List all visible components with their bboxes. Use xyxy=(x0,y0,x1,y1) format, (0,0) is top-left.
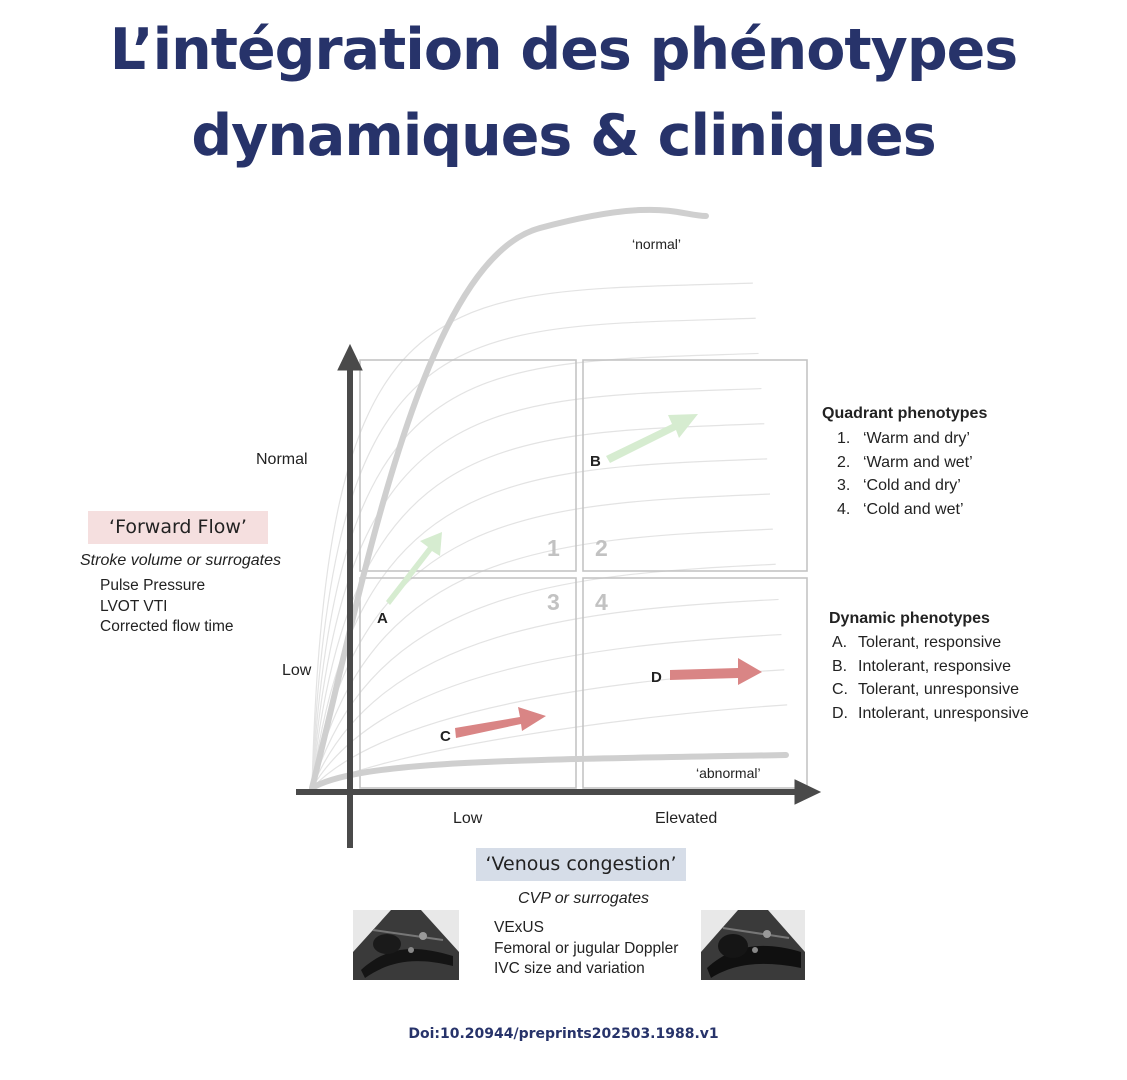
venous-congestion-item: Femoral or jugular Doppler xyxy=(494,939,679,957)
normal-curve-label: ‘normal’ xyxy=(632,236,682,252)
dynamic-phenotypes-heading: Dynamic phenotypes xyxy=(829,610,990,627)
x-tick-elevated: Elevated xyxy=(655,810,718,827)
ultrasound-image-left xyxy=(353,910,459,980)
arrow-a xyxy=(386,532,442,605)
forward-flow-label: ‘Forward Flow’ xyxy=(88,511,268,544)
list-item: 1. ‘Warm and dry’ xyxy=(837,430,970,447)
venous-congestion-item: VExUS xyxy=(494,919,544,936)
normal-curve xyxy=(312,210,706,788)
abnormal-curve-label: ‘abnormal’ xyxy=(696,765,761,781)
family-curve xyxy=(312,389,761,788)
dynamic-phenotypes-list xyxy=(832,631,1029,725)
quadrant-phenotypes-heading: Quadrant phenotypes xyxy=(822,405,988,422)
y-axis-arrowhead xyxy=(338,345,362,370)
venous-congestion-label: ‘Venous congestion’ xyxy=(476,848,686,881)
venous-congestion-item: IVC size and variation xyxy=(494,960,645,977)
venous-congestion-list xyxy=(494,918,678,980)
list-item: A. Tolerant, responsive xyxy=(832,634,1002,651)
forward-flow-item: Corrected flow time xyxy=(100,618,234,635)
dynamic-phenotypes-legend xyxy=(829,610,1029,725)
arrow-b xyxy=(606,414,698,463)
quadrant-phenotypes-list xyxy=(837,427,987,521)
title-line-2: dynamiques & cliniques xyxy=(191,103,936,169)
ultrasound-image-right xyxy=(701,910,805,980)
y-tick-low: Low xyxy=(282,662,312,679)
title-line-1: L’intégration des phénotypes xyxy=(109,17,1018,83)
forward-flow-list xyxy=(100,576,234,638)
list-item: 2. ‘Warm and wet’ xyxy=(837,453,973,471)
list-item: 4. ‘Cold and wet’ xyxy=(837,500,964,518)
arrow-label-c: C xyxy=(440,728,451,745)
arrow-label-a: A xyxy=(377,610,388,627)
list-item: C. Tolerant, unresponsive xyxy=(832,681,1019,698)
quadrant-number-3: 3 xyxy=(547,589,560,615)
forward-flow-subtitle: Stroke volume or surrogates xyxy=(80,552,281,569)
forward-flow-item: Pulse Pressure xyxy=(100,577,206,594)
quadrant-phenotypes-legend xyxy=(822,405,987,521)
y-tick-normal: Normal xyxy=(256,451,308,468)
quadrant-number-2: 2 xyxy=(595,535,608,561)
list-item: 3. ‘Cold and dry’ xyxy=(837,477,961,494)
family-curve xyxy=(312,424,764,788)
quadrant-number-4: 4 xyxy=(595,589,608,615)
arrow-label-b: B xyxy=(590,453,601,470)
arrow-d xyxy=(670,658,762,685)
forward-flow-item: LVOT VTI xyxy=(100,597,168,615)
list-item: D. Intolerant, unresponsive xyxy=(832,704,1029,722)
quadrant-number-1: 1 xyxy=(547,535,560,561)
doi-reference: Doi:10.20944/preprints202503.1988.v1 xyxy=(408,1026,719,1042)
list-item: B. Intolerant, responsive xyxy=(832,657,1011,675)
quadrant-3-box xyxy=(360,578,576,788)
x-tick-low: Low xyxy=(453,810,483,827)
venous-congestion-subtitle: CVP or surrogates xyxy=(518,890,650,907)
arrow-label-d: D xyxy=(651,669,662,686)
